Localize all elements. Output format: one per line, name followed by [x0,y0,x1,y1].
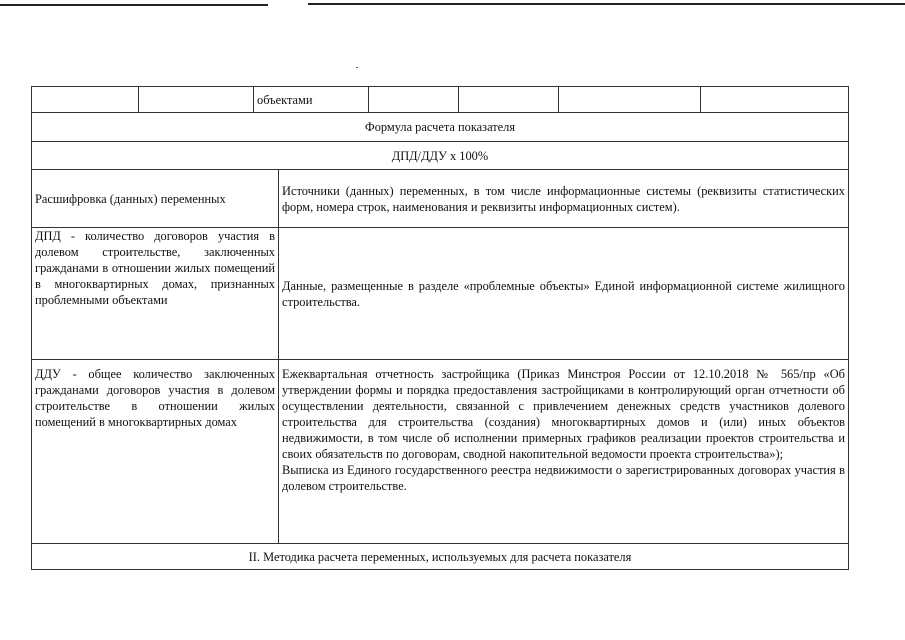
variables-sources-label: Источники (данных) переменных, в том числе информационные системы (реквизиты статистических форм, номера строк, наименования и реквизиты информационных систем). [279,170,849,228]
variables-header-row [32,170,849,228]
empty-cell [32,87,139,113]
empty-cell [459,87,559,113]
dpd-source: Данные, размещенные в разделе «проблемные объекты» Единой информационной системе жилищного строительства. [279,228,849,360]
ddu-row [32,360,849,544]
formula-header-row [32,113,849,142]
empty-cell [139,87,254,113]
formula-header: Формула расчета показателя [32,113,849,142]
formula-row [32,142,849,170]
ddu-description: ДДУ - общее количество заключенных гражданами договоров участия в долевом строительстве в отношении жилых помещений в многоквартирных домах [32,360,279,544]
section-title: II. Методика расчета переменных, используемых для расчета показателя [32,544,849,570]
empty-cell [559,87,701,113]
scan-speck [356,67,358,68]
objects-cell: объектами [254,87,369,113]
top-rule-right [308,3,905,5]
dpd-description: ДПД - количество договоров участия в долевом строительстве, заключенных гражданами в отношении жилых помещений в многоквартирных домах, признанных проблемными объектами [32,228,279,360]
top-rule-left [0,4,268,6]
continuation-row [32,87,849,113]
empty-cell [701,87,849,113]
variables-decoding-label: Расшифровка (данных) переменных [32,170,279,228]
section-title-row [32,544,849,570]
empty-cell [369,87,459,113]
formula-expression: ДПД/ДДУ х 100% [32,142,849,170]
ddu-source-registry: Выписка из Единого государственного реестра недвижимости о зарегистрированных договорах участия в долевом строительстве. [282,463,845,493]
ddu-source-reporting: Ежеквартальная отчетность застройщика (Приказ Минстроя России от 12.10.2018 № 565/пр «Об утверждении формы и порядка предоставления застройщиками в контролирующий орган отчетности об осуществлении деятельности, связанной с привлечением денежных средств участников долевого строительства для строительства (создания) многоквартирных домов и (или) иных объектов недвижимости, в том числе об исполнении примерных графиков реализации проектов строительства и своих обязательств по договорам, сводной накопительной ведомости проекта строительства»); [282,367,845,461]
dpd-row [32,228,849,360]
ddu-source [279,360,849,544]
indicator-table [31,86,849,570]
